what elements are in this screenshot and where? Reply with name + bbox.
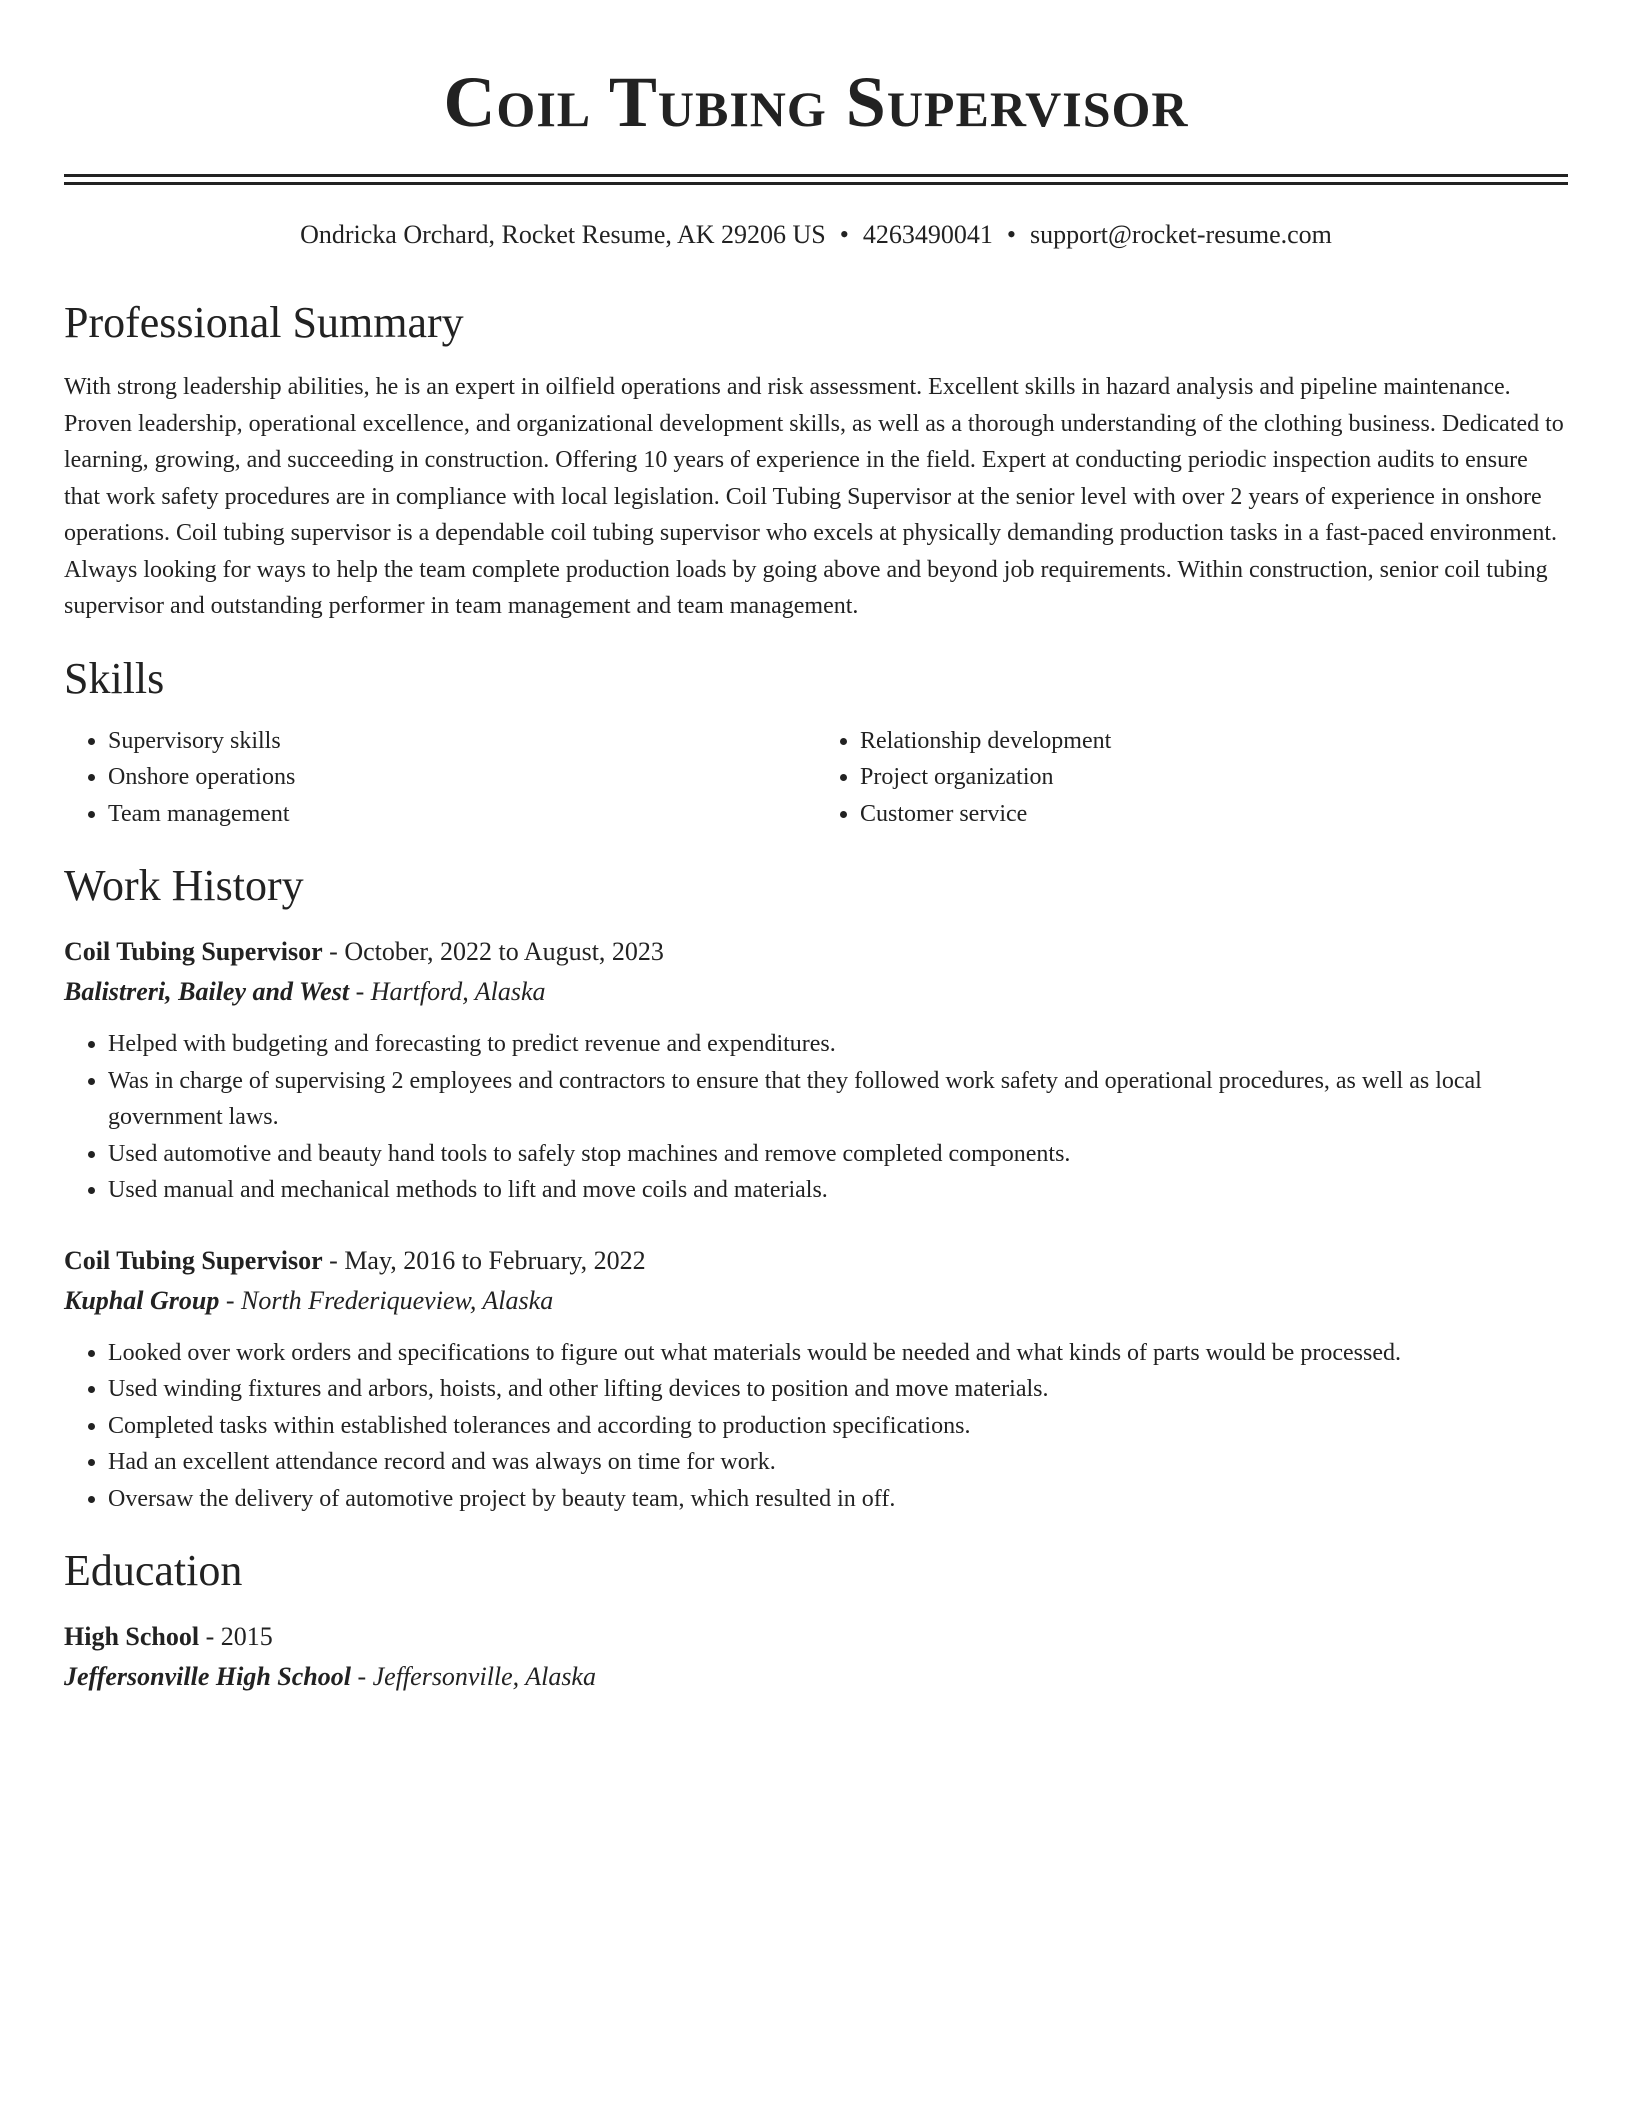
education-degree: High School	[64, 1622, 200, 1651]
job-entry	[64, 932, 1568, 1209]
skill-item: • Team management	[108, 796, 816, 833]
job-dates: - May, 2016 to February, 2022	[322, 1245, 646, 1275]
skill-item: • Relationship development	[860, 723, 1568, 760]
skill-item: • Customer service	[860, 796, 1568, 833]
skill-item: • Supervisory skills	[108, 723, 816, 760]
duty-item: • Had an excellent attendance record and was always on time for work.	[108, 1444, 1568, 1481]
duty-item: • Used automotive and beauty hand tools to safely stop machines and remove completed components.	[108, 1136, 1568, 1173]
job-position: Coil Tubing Supervisor	[64, 937, 323, 966]
skills-list	[64, 723, 1568, 833]
resume-name: Coil Tubing Supervisor	[443, 62, 1189, 142]
duty-item: • Oversaw the delivery of automotive project by beauty team, which resulted in off.	[108, 1481, 1568, 1518]
contact-email: support@rocket-resume.com	[1029, 220, 1332, 249]
skills-column-left	[64, 723, 816, 833]
contact-phone: 4263490041	[862, 220, 993, 249]
job-company-line	[64, 972, 1568, 1012]
job-dates: - October, 2022 to August, 2023	[322, 937, 664, 966]
summary-heading: Professional Summary	[64, 298, 464, 347]
job-spacer	[64, 1209, 1568, 1241]
job-location: - North Frederiqueview, Alaska	[219, 1285, 554, 1315]
contact-separator: •	[839, 220, 849, 249]
job-title-line	[64, 932, 1568, 972]
skill-item: • Project organization	[860, 759, 1568, 796]
job-entry	[64, 1241, 1568, 1518]
skills-heading: Skills	[64, 653, 165, 703]
skills-column-right	[816, 723, 1568, 833]
job-duties	[64, 1335, 1568, 1518]
education-entry	[64, 1617, 1568, 1697]
education-degree-line	[64, 1617, 1568, 1657]
job-company: Kuphal Group	[64, 1285, 220, 1315]
education-heading: Education	[64, 1546, 243, 1595]
job-location: - Hartford, Alaska	[349, 977, 546, 1006]
job-company: Balistreri, Bailey and West	[64, 977, 350, 1006]
duty-item: • Was in charge of supervising 2 employees and contractors to ensure that they followed work safety and operational procedures, as well as local government laws.	[108, 1063, 1568, 1136]
duty-item: • Used manual and mechanical methods to lift and move coils and materials.	[108, 1172, 1568, 1209]
job-duties	[64, 1026, 1568, 1209]
education-school-line	[64, 1657, 1568, 1697]
duty-item: • Looked over work orders and specifications to figure out what materials would be needed and what kinds of parts would be processed.	[108, 1335, 1568, 1372]
contact-address: Ondricka Orchard, Rocket Resume, AK 29206 US	[300, 220, 826, 249]
summary-text: With strong leadership abilities, he is an expert in oilfield operations and risk assessment. Excellent skills in hazard analysis and pipeline maintenance. Proven leadership, operational excellence, and organizational development skills, as well as a thorough understanding of the clothing business. Dedicated to learning, growing, and succeeding in construction. Offering 10 years of experience in the field. Expert at conducting periodic inspection audits to ensure that work safety procedures are in compliance with local legislation. Coil Tubing Supervisor at the senior level with over 2 years of experience in onshore operations. Coil tubing supervisor is a dependable coil tubing supervisor who excels at physically demanding production tasks in a fast-paced environment. Always looking for ways to help the team complete production loads by going above and beyond job requirements. Within construction, senior coil tubing supervisor and outstanding performer in team management and team management.	[64, 374, 1564, 619]
education-location: - Jeffersonville, Alaska	[350, 1662, 596, 1691]
job-title-line	[64, 1241, 1568, 1281]
duty-item: • Used winding fixtures and arbors, hoists, and other lifting devices to position and move materials.	[108, 1371, 1568, 1408]
header-double-rule	[64, 174, 1568, 185]
education-year: - 2015	[199, 1622, 273, 1651]
skill-item: • Onshore operations	[108, 759, 816, 796]
job-position: Coil Tubing Supervisor	[64, 1245, 323, 1275]
duty-item: • Helped with budgeting and forecasting to predict revenue and expenditures.	[108, 1026, 1568, 1063]
duty-item: • Completed tasks within established tolerances and according to production specifications.	[108, 1408, 1568, 1445]
contact-separator: •	[1006, 220, 1016, 249]
contact-line	[64, 217, 1568, 253]
work-history-heading: Work History	[64, 861, 304, 910]
job-company-line	[64, 1281, 1568, 1321]
education-school: Jeffersonville High School	[64, 1662, 351, 1691]
